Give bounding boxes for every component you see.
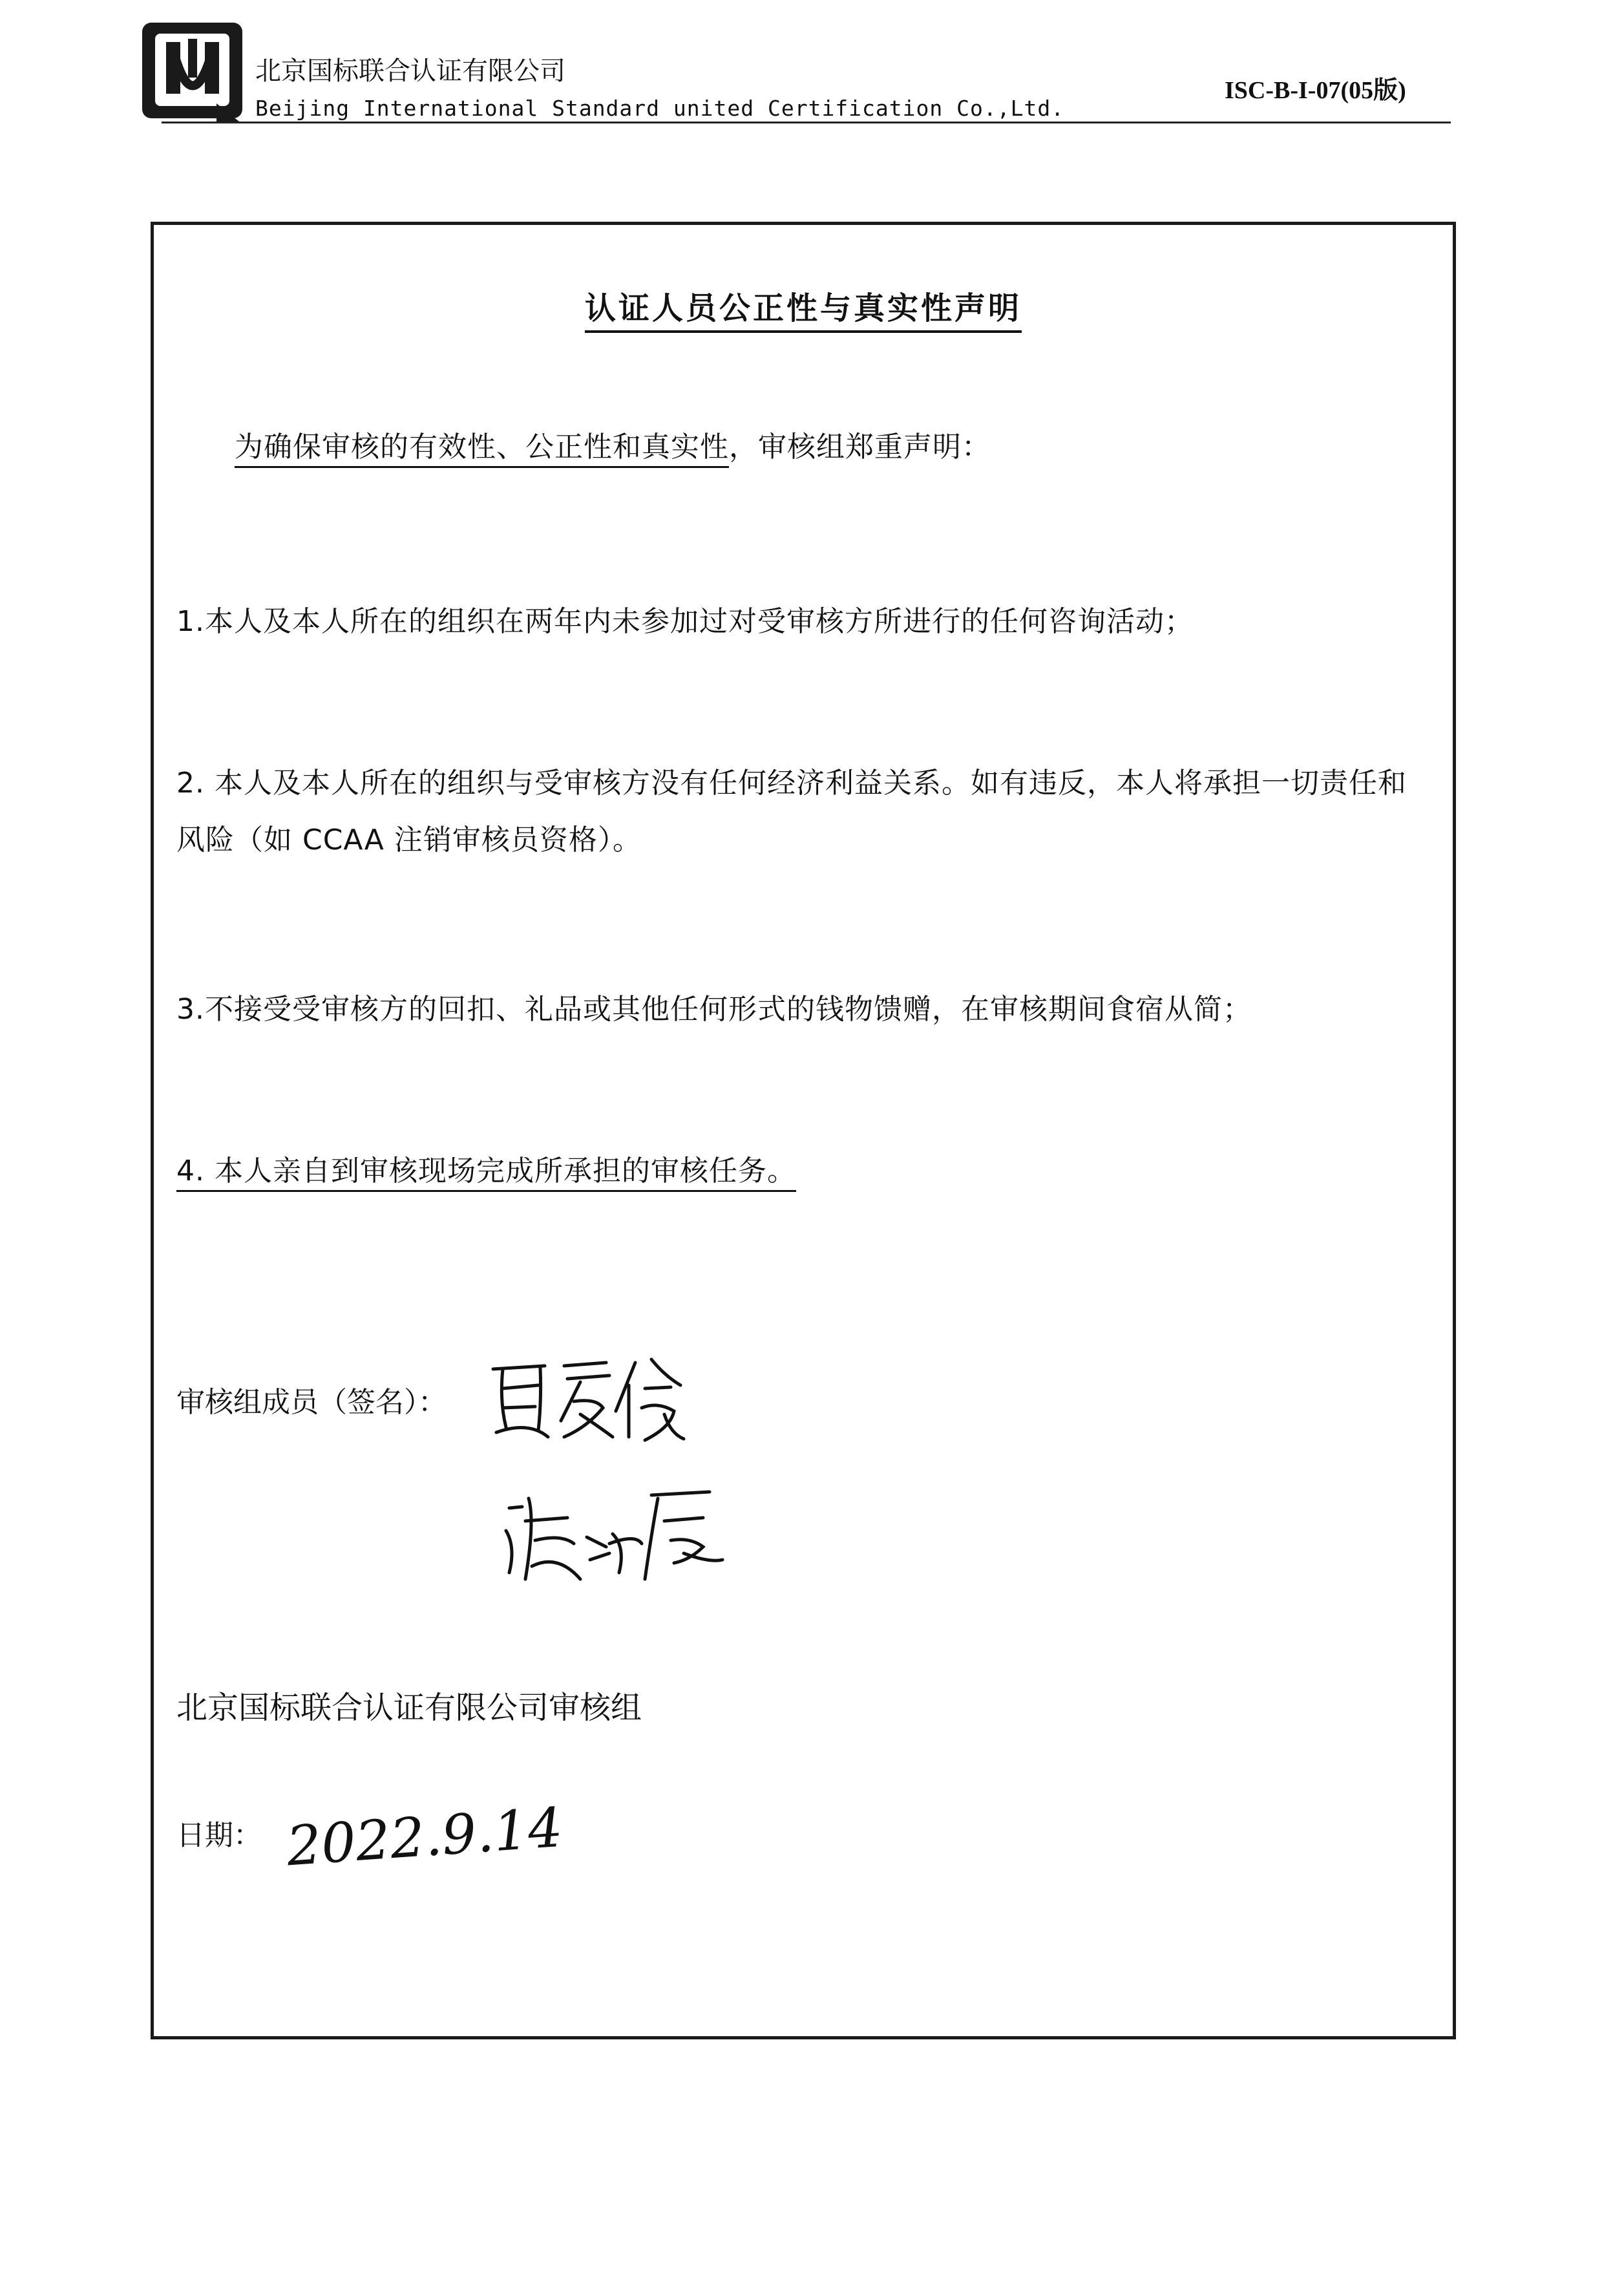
clause-2: 2. 本人及本人所在的组织与受审核方没有任何经济利益关系。如有违反，本人将承担一切责任和风险（如 CCAA 注销审核员资格）。 — [176, 767, 1407, 856]
clause-1: 1.本人及本人所在的组织在两年内未参加过对受审核方所进行的任何咨询活动； — [176, 605, 1194, 638]
audit-team-org: 北京国标联合认证有限公司审核组 — [176, 1690, 642, 1726]
intro-paragraph — [235, 419, 1433, 476]
date-handwritten — [280, 1795, 565, 1878]
title-text: 认证人员公正性与真实性声明 — [585, 290, 1022, 333]
date-label: 日期： — [176, 1819, 262, 1852]
intro-rest: ，审核组郑重声明： — [729, 430, 991, 463]
signature-1 — [483, 1350, 690, 1447]
declaration-frame — [151, 222, 1456, 2039]
document-title — [154, 283, 1453, 328]
signature-2 — [496, 1482, 729, 1592]
company-name-cn: 北京国标联合认证有限公司 — [255, 56, 565, 86]
document-code: ISC-B-I-07(05版) — [1225, 77, 1406, 104]
clause-3: 3.不接受受审核方的回扣、礼品或其他任何形式的钱物馈赠，在审核期间食宿从简； — [176, 993, 1252, 1026]
header-divider — [162, 122, 1451, 123]
clause-4 — [176, 1143, 1433, 1200]
svg-text:2022.9.14: 2022.9.14 — [284, 1795, 565, 1878]
company-name-en: Beijing International Standard united Certification Co.,Ltd. — [255, 96, 1065, 121]
signature-label: 审核组成员（签名）： — [176, 1386, 447, 1419]
clause-4-text: 4. 本人亲自到审核现场完成所承担的审核任务。 — [176, 1154, 796, 1192]
intro-underlined: 为确保审核的有效性、公正性和真实性 — [235, 430, 729, 468]
letterhead — [139, 19, 1451, 129]
company-logo-icon — [139, 19, 249, 123]
